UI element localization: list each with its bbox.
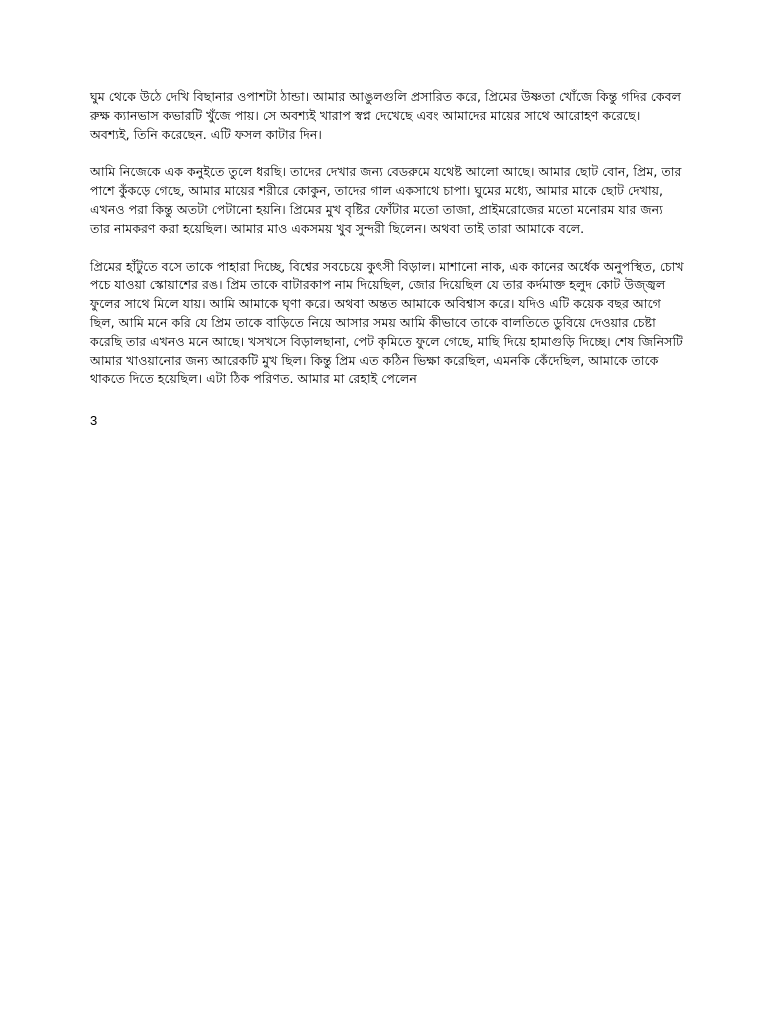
paragraph-3: প্রিমের হাঁটুতে বসে তাকে পাহারা দিচ্ছে, বিশ্বের সবচেয়ে কুৎসী বিড়াল। মাশানো নাক, এক কানের অর্ধেক অনুপস্থিত, চোখ পচে যাওয়া স্কোয়াশের রঙ। প্রিম তাকে বাটারকাপ নাম দিয়েছিল, জোর দিয়েছিল যে তার কর্দমাক্ত হলুদ কোট উজ্জ্বল ফুলের সাথে মিলে যায়। আমি আমাকে ঘৃণা করে। অথবা অন্তত আমাকে অবিশ্বাস করে। যদিও এটি কয়েক বছর আগে ছিল, আমি মনে করি যে প্রিম তাকে বাড়িতে নিয়ে আসার সময় আমি কীভাবে তাকে বালতিতে ডুবিয়ে দেওয়ার চেষ্টা করেছি তার এখনও মনে আছে। খসখসে বিড়ালছানা, পেট কৃমিতে ফুলে গেছে, মাছি দিয়ে হামাগুড়ি দিচ্ছে। শেষ জিনিসটি আমার খাওয়ানোর জন্য আরেকটি মুখ ছিল। কিন্তু প্রিম এত কঠিন ভিক্ষা করেছিল, এমনকি কেঁদেছিল, আমাকে তাকে থাকতে দিতে হয়েছিল। এটা ঠিক পরিণত. আমার মা রেহাই পেলেন bbox=[90, 258, 684, 387]
body-text bbox=[90, 88, 686, 408]
page-number: 3 bbox=[90, 413, 98, 428]
paragraph-1: ঘুম থেকে উঠে দেখি বিছানার ওপাশটা ঠান্ডা। আমার আঙুলগুলি প্রসারিত করে, প্রিমের উষ্ণতা খোঁজে কিন্তু গদির কেবল রুক্ষ ক্যানভাস কভারটি খুঁজে পায়। সে অবশ্যই খারাপ স্বপ্ন দেখেছে এবং আমাদের মায়ের সাথে আরোহণ করেছে। অবশ্যই, তিনি করেছেন. এটি ফসল কাটার দিন। bbox=[90, 89, 682, 142]
paragraph-2: আমি নিজেকে এক কনুইতে তুলে ধরছি। তাদের দেখার জন্য বেডরুমে যথেষ্ট আলো আছে। আমার ছোট বোন, প্রিম, তার পাশে কুঁকড়ে গেছে, আমার মায়ের শরীরে কোকুন, তাদের গাল একসাথে চাপা। ঘুমের মধ্যে, আমার মাকে ছোট দেখায়, এখনও পরা কিন্তু অতটা পেটানো হয়নি। প্রিমের মুখ বৃষ্টির ফোঁটার মতো তাজা, প্রাইমরোজের মতো মনোরম যার জন্য তার নামকরণ করা হয়েছিল। আমার মাও একসময় খুব সুন্দরী ছিলেন। অথবা তাই তারা আমাকে বলে. bbox=[90, 164, 682, 236]
